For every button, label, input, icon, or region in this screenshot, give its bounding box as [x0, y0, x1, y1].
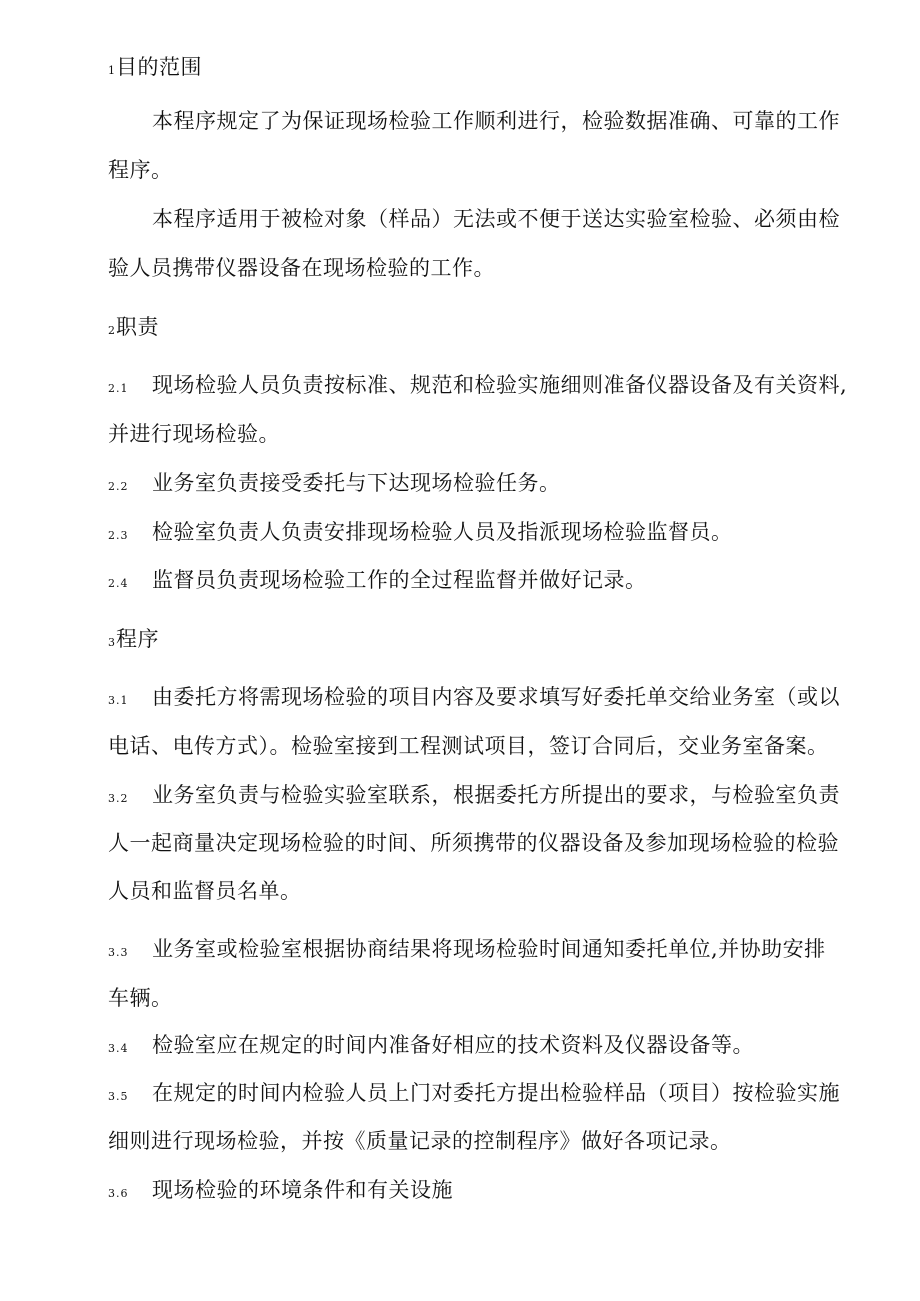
paragraph-line: 细则进行现场检验，并按《质量记录的控制程序》做好各项记录。: [108, 1129, 732, 1153]
clause-3-6: [108, 1175, 453, 1209]
section-2-heading: [108, 312, 159, 346]
paragraph-line: 并进行现场检验。: [108, 422, 280, 446]
clause-number: 2.4: [108, 577, 129, 590]
clause-number: 3.2: [108, 792, 129, 805]
clause-number: 3.1: [108, 694, 129, 707]
section-title: 目的范围: [116, 55, 202, 79]
clause-number: 2.3: [108, 529, 129, 542]
clause-3-4: [108, 1030, 754, 1064]
clause-text: 现场检验人员负责按标准、规范和检验实施细则准备仪器设备及有关资料,: [152, 373, 848, 397]
clause-number: 2.1: [108, 382, 129, 395]
clause-text: 检验室应在规定的时间内准备好相应的技术资料及仪器设备等。: [152, 1033, 754, 1057]
paragraph-line: 人员和监督员名单。: [108, 879, 302, 903]
clause-text: 业务室负责与检验实验室联系，根据委托方所提出的要求，与检验室负责: [152, 783, 840, 807]
clause-number: 3.4: [108, 1042, 129, 1055]
clause-text: 在规定的时间内检验人员上门对委托方提出检验样品（项目）按检验实施: [152, 1081, 840, 1105]
clause-number: 3.6: [108, 1187, 129, 1200]
clause-number: 3.3: [108, 946, 129, 959]
clause-text: 监督员负责现场检验工作的全过程监督并做好记录。: [152, 568, 647, 592]
clause-text: 由委托方将需现场检验的项目内容及要求填写好委托单交给业务室（或以: [152, 685, 840, 709]
section-title: 程序: [116, 627, 159, 651]
clause-2-2: [108, 468, 561, 502]
clause-2-4: [108, 565, 647, 599]
paragraph-line: 车辆。: [108, 986, 173, 1010]
clause-number: 2.2: [108, 480, 129, 493]
clause-text: 现场检验的环境条件和有关设施: [152, 1178, 453, 1202]
clause-number: 3.5: [108, 1090, 129, 1103]
section-number: 2: [108, 324, 116, 337]
paragraph-line: 本程序规定了为保证现场检验工作顺利进行，检验数据准确、可靠的工作: [152, 109, 840, 133]
section-number: 3: [108, 636, 116, 649]
section-3-heading: [108, 624, 159, 658]
clause-2-1: [108, 370, 847, 404]
clause-3-5: [108, 1078, 840, 1112]
section-number: 1: [108, 64, 116, 77]
clause-2-3: [108, 517, 733, 551]
clause-3-1: [108, 682, 840, 716]
section-1-heading: [108, 52, 202, 86]
section-title: 职责: [116, 315, 159, 339]
clause-text: 业务室或检验室根据协商结果将现场检验时间通知委托单位,并协助安排: [152, 937, 826, 961]
paragraph-line: 电话、电传方式）。检验室接到工程测试项目，签订合同后，交业务室备案。: [108, 734, 829, 758]
clause-text: 业务室负责接受委托与下达现场检验任务。: [152, 471, 561, 495]
clause-text: 检验室负责人负责安排现场检验人员及指派现场检验监督员。: [152, 520, 733, 544]
clause-3-2: [108, 780, 840, 814]
clause-3-3: [108, 934, 826, 968]
paragraph-line: 程序。: [108, 158, 173, 182]
paragraph-line: 验人员携带仪器设备在现场检验的工作。: [108, 256, 495, 280]
paragraph-line: 人一起商量决定现场检验的时间、所须携带的仪器设备及参加现场检验的检验: [108, 831, 839, 855]
paragraph-line: 本程序适用于被检对象（样品）无法或不便于送达实验室检验、必须由检: [152, 207, 840, 231]
